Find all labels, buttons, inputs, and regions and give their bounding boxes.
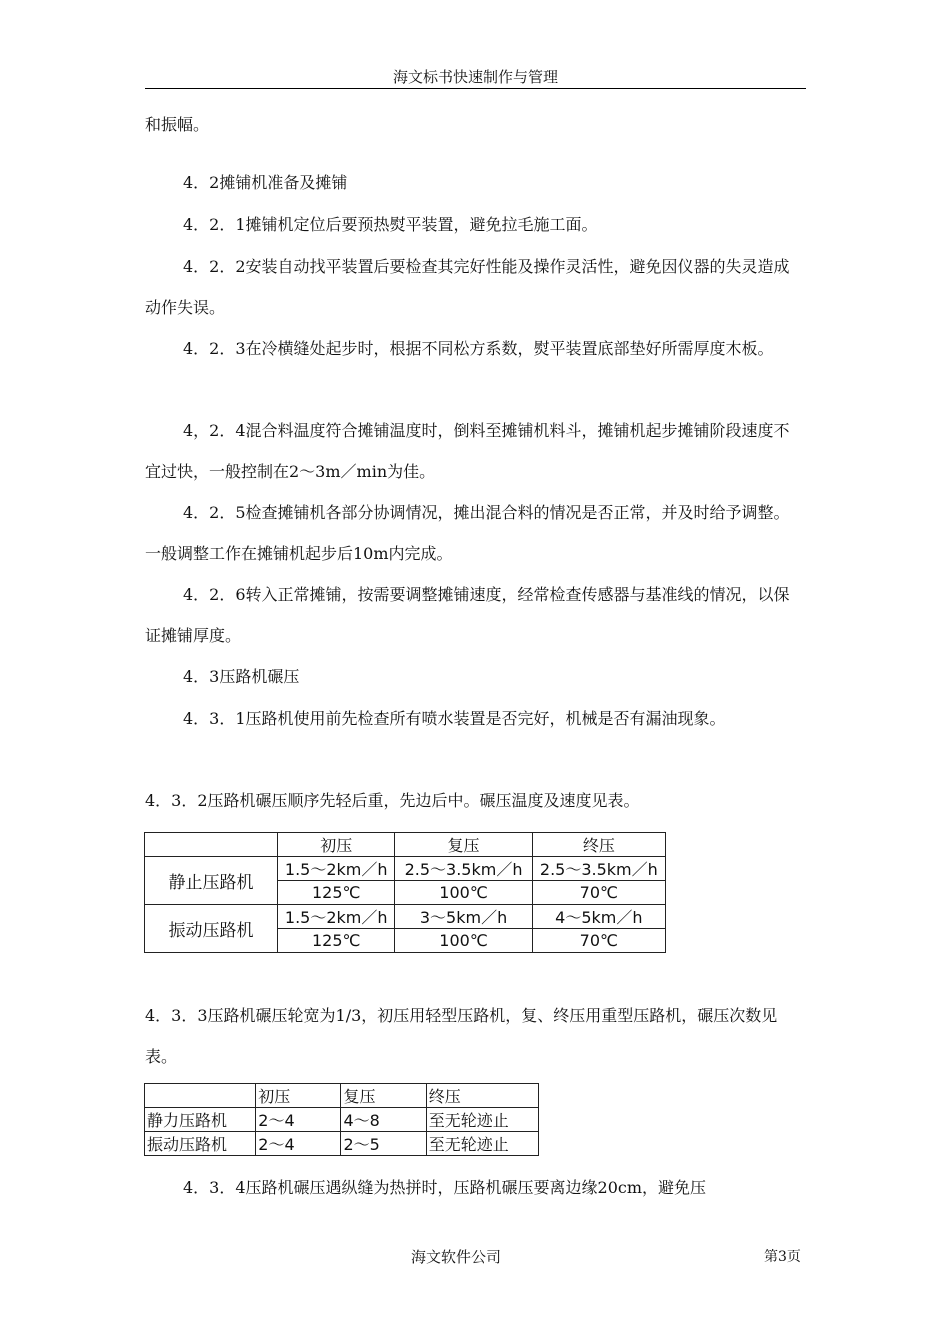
table-cell-empty: [145, 1084, 256, 1108]
table-row: [145, 1108, 539, 1132]
table-cell: 3～5km／h: [395, 905, 532, 929]
table-cell: 125℃: [278, 929, 395, 953]
compaction-speed-temp-table: [144, 832, 666, 953]
paragraph: 4．3．1压路机使用前先检查所有喷水装置是否完好，机械是否有漏油现象。: [183, 709, 726, 728]
table-cell: 70℃: [532, 929, 665, 953]
table-cell: 2.5～3.5km／h: [395, 857, 532, 881]
table-cell: 4～8: [341, 1108, 426, 1132]
table-cell: 2～4: [256, 1108, 341, 1132]
table-cell: 4～5km／h: [532, 905, 665, 929]
table-cell: 70℃: [532, 881, 665, 905]
paragraph: 4，2．4混合料温度符合摊铺温度时，倒料至摊铺机料斗，摊铺机起步摊铺阶段速度不宜过快，一般控制在2～3m／min为佳。: [145, 421, 790, 481]
table-header-row: [145, 1084, 539, 1108]
table-row: [145, 905, 666, 929]
paragraph: 4．2．3在冷横缝处起步时，根据不同松方系数，熨平装置底部垫好所需厚度木板。: [183, 339, 774, 358]
paragraph: 4．2．5检查摊铺机各部分协调情况，摊出混合料的情况是否正常，并及时给予调整。一般调整工作在摊铺机起步后10m内完成。: [145, 503, 790, 563]
footer-company: 海文软件公司: [411, 1248, 502, 1266]
row-label: 振动压路机: [145, 1132, 256, 1156]
table-header-cell: 终压: [426, 1084, 538, 1108]
row-label: 静止压路机: [145, 857, 278, 905]
row-label: 振动压路机: [145, 905, 278, 953]
table-cell: 至无轮迹止: [426, 1108, 538, 1132]
paragraph: 和振幅。: [145, 115, 210, 134]
table-cell: 2～4: [256, 1132, 341, 1156]
paragraph: 4．3．4压路机碾压遇纵缝为热拼时，压路机碾压要离边缘20cm，避免压: [183, 1178, 707, 1197]
paragraph: 4．3．3压路机碾压轮宽为1/3，初压用轻型压路机，复、终压用重型压路机，碾压次数见表。: [145, 1006, 778, 1066]
table-row: [145, 1132, 539, 1156]
row-label: 静力压路机: [145, 1108, 256, 1132]
table-cell-empty: [145, 833, 278, 857]
table-cell: 1.5～2km／h: [278, 905, 395, 929]
table-cell: 1.5～2km／h: [278, 857, 395, 881]
table-header-row: [145, 833, 666, 857]
paragraph: 4．3．2压路机碾压顺序先轻后重，先边后中。碾压温度及速度见表。: [145, 791, 640, 810]
section-heading: 4．2摊铺机准备及摊铺: [183, 173, 348, 192]
paragraph: 4．2．1摊铺机定位后要预热熨平装置，避免拉毛施工面。: [183, 215, 598, 234]
page-number: 第3页: [764, 1249, 801, 1265]
table-cell: 100℃: [395, 881, 532, 905]
section-heading: 4．3压路机碾压: [183, 667, 300, 686]
table-cell: 100℃: [395, 929, 532, 953]
page-header: 海文标书快速制作与管理: [392, 68, 558, 86]
table-cell: 2.5～3.5km／h: [532, 857, 665, 881]
table-header-cell: 初压: [256, 1084, 341, 1108]
paragraph: 4．2．2安装自动找平装置后要检查其完好性能及操作灵活性，避免因仪器的失灵造成动作失误。: [145, 257, 790, 317]
table-cell: 至无轮迹止: [426, 1132, 538, 1156]
header-rule: [145, 88, 806, 89]
table-header-cell: 复压: [395, 833, 532, 857]
table-row: [145, 857, 666, 881]
table-cell: 125℃: [278, 881, 395, 905]
paragraph: 4．2．6转入正常摊铺，按需要调整摊铺速度，经常检查传感器与基准线的情况，以保证摊铺厚度。: [145, 585, 790, 645]
table-header-cell: 初压: [278, 833, 395, 857]
compaction-count-table: [144, 1083, 539, 1156]
table-header-cell: 终压: [532, 833, 665, 857]
table-header-cell: 复压: [341, 1084, 426, 1108]
table-cell: 2～5: [341, 1132, 426, 1156]
